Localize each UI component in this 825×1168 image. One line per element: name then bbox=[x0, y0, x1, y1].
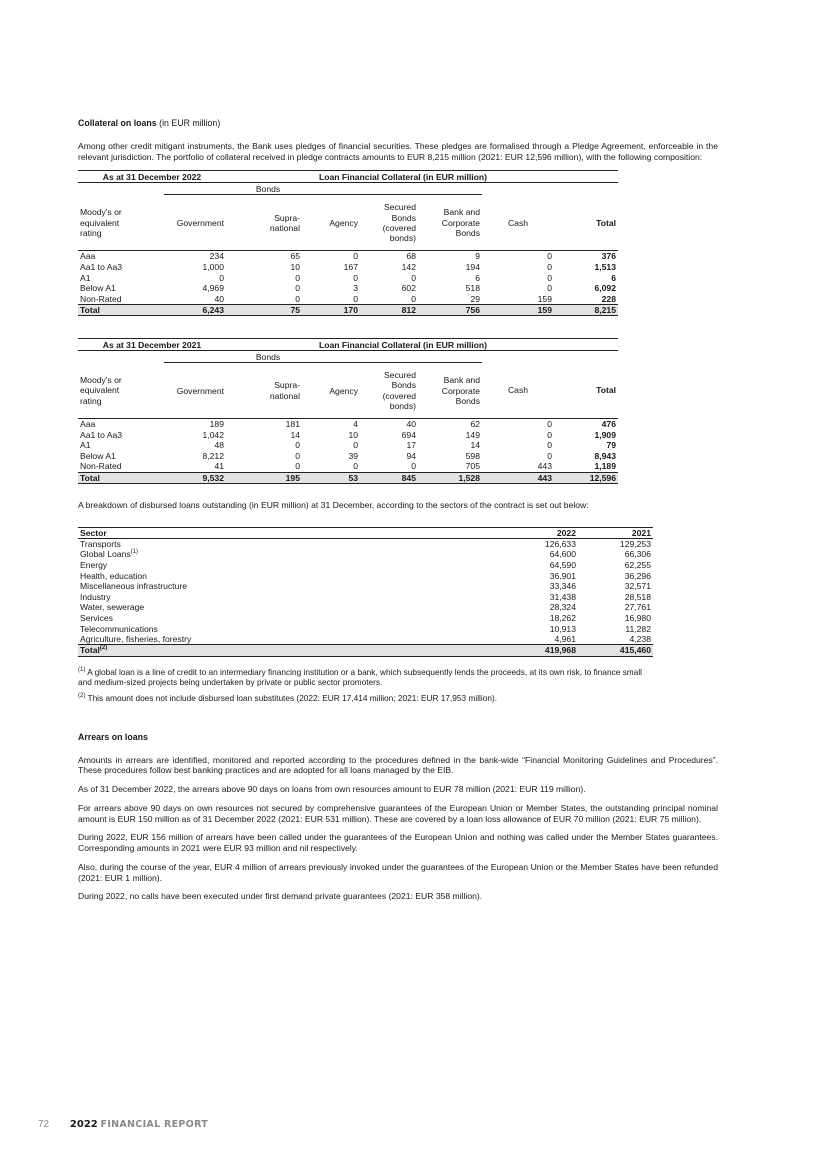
secured-header: Secured Bonds (covered bonds) bbox=[360, 363, 418, 419]
cell-bank: 29 bbox=[470, 293, 480, 304]
cell-supra: 10 bbox=[290, 261, 300, 272]
value-2021: 66,306 bbox=[624, 549, 651, 560]
cell-agency: 39 bbox=[348, 450, 358, 461]
sector-name: Transports bbox=[80, 538, 121, 549]
sector-row bbox=[78, 592, 653, 603]
sector-header: Sector bbox=[78, 527, 503, 538]
cell-gov: 48 bbox=[214, 440, 224, 451]
cell-supra: 0 bbox=[295, 450, 300, 461]
cell-secured: 694 bbox=[401, 429, 416, 440]
secured-header: Secured Bonds (covered bonds) bbox=[360, 195, 418, 251]
table-row bbox=[78, 251, 618, 262]
cell-bank: 598 bbox=[465, 450, 480, 461]
cell-gov: 8,212 bbox=[202, 450, 224, 461]
cell-agency: 0 bbox=[353, 251, 358, 262]
sector-table bbox=[78, 527, 653, 657]
sector-name: Telecommunications bbox=[80, 623, 158, 634]
total-cell-bank: 1,528 bbox=[418, 472, 482, 483]
sector-name: Services bbox=[80, 612, 113, 623]
table-2021-main-header: Loan Financial Collateral (in EUR million) bbox=[226, 339, 618, 351]
cell-cash: 159 bbox=[537, 293, 552, 304]
value-2022: 64,590 bbox=[549, 559, 576, 570]
cell-rating: Aa1 to Aa3 bbox=[80, 261, 123, 272]
cell-rating: Below A1 bbox=[80, 450, 116, 461]
bonds-header: Bonds bbox=[164, 351, 482, 363]
cell-secured: 68 bbox=[406, 251, 416, 262]
sector-name: Total$^{(2)}$ bbox=[78, 645, 503, 656]
footnote-1: $^{(1)}$ A global loan is a line of credit to an intermediary financing institution or a bank, which subsequently lends the proceeds, at its own risk, to finance small and medium-sized projects being undertaken by private or public sector promoters. bbox=[78, 666, 643, 687]
table-row bbox=[78, 451, 618, 462]
total-cell-cash: 443 bbox=[482, 472, 554, 483]
cell-cash: 0 bbox=[547, 251, 552, 262]
year-2021-header: 2021 bbox=[578, 527, 653, 538]
cell-secured: 0 bbox=[411, 272, 416, 283]
cell-supra: 0 bbox=[295, 283, 300, 294]
cell-rating: Aaa bbox=[80, 419, 96, 430]
sector-name: Global Loans$^{(1)}$ bbox=[80, 549, 138, 560]
value-2021: 129,253 bbox=[619, 538, 651, 549]
page-number: 72 bbox=[38, 1119, 50, 1130]
cell-gov: 1,000 bbox=[202, 261, 224, 272]
total-cell-secured: 812 bbox=[360, 304, 418, 315]
sector-row bbox=[78, 581, 653, 592]
total-cell-total: 8,215 bbox=[554, 304, 618, 315]
cell-bank: 518 bbox=[465, 283, 480, 294]
cell-gov: 189 bbox=[209, 419, 224, 430]
sector-name: Water, sewerage bbox=[80, 602, 145, 613]
total-cell-supra: 75 bbox=[226, 304, 302, 315]
value-2022: 18,262 bbox=[549, 612, 576, 623]
cell-total: 79 bbox=[606, 440, 616, 451]
sector-row bbox=[78, 549, 653, 560]
value-2022: 64,600 bbox=[549, 549, 576, 560]
cell-agency: 4 bbox=[353, 419, 358, 430]
cell-total: 376 bbox=[601, 251, 616, 262]
table-2022-caption: As at 31 December 2022 bbox=[78, 171, 226, 183]
table-row bbox=[78, 419, 618, 430]
value-2021: 32,571 bbox=[624, 581, 651, 592]
year-2022-header: 2022 bbox=[503, 527, 578, 538]
value-2021: 4,238 bbox=[629, 634, 651, 644]
cell-supra: 181 bbox=[285, 419, 300, 430]
total-header: Total bbox=[554, 363, 618, 419]
collateral-table-2021 bbox=[78, 338, 618, 484]
sector-row bbox=[78, 602, 653, 613]
value-2022: 31,438 bbox=[549, 591, 576, 602]
sector-row bbox=[78, 560, 653, 571]
arrears-heading: Arrears on loans bbox=[78, 731, 148, 742]
cell-bank: 14 bbox=[470, 440, 480, 451]
sector-row bbox=[78, 623, 653, 634]
sector-name: Health, education bbox=[80, 570, 147, 581]
value-2021: 27,761 bbox=[624, 602, 651, 613]
agency-header: Agency bbox=[302, 363, 360, 419]
cell-secured: 142 bbox=[401, 261, 416, 272]
government-header: Government bbox=[164, 195, 226, 251]
cell-rating: Non-Rated bbox=[80, 293, 122, 304]
cell-cash: 0 bbox=[547, 261, 552, 272]
value-2021: 28,518 bbox=[624, 591, 651, 602]
cell-agency: 0 bbox=[353, 440, 358, 451]
footer-title: FINANCIAL REPORT bbox=[100, 1119, 209, 1130]
sector-row bbox=[78, 570, 653, 581]
cell-bank: 149 bbox=[465, 429, 480, 440]
cell-cash: 0 bbox=[547, 440, 552, 451]
arrears-para-4: During 2022, EUR 156 million of arrears have been called under the guarantees of the European Union and nothing was called under the Member States guarantees. Corresponding amounts in 2021 were EUR 93 million and nil respectively. bbox=[78, 832, 718, 854]
footnote-2: $^{(2)}$ This amount does not include disbursed loan substitutes (2022: EUR 17,414 million; 2021: EUR 17,953 million). bbox=[78, 693, 498, 704]
agency-header: Agency bbox=[302, 195, 360, 251]
arrears-para-3: For arrears above 90 days on own resources not secured by comprehensive guarantees of the European Union or Member States, the outstanding principal nominal amount is EUR 150 million as of 31 December 2022 (2021: EUR 531 million). These are covered by a loan loss allowance of EUR 70 million (2021: EUR 75 million). bbox=[78, 802, 718, 824]
cell-rating: Aa1 to Aa3 bbox=[80, 429, 123, 440]
footer-year: 2022 bbox=[69, 1119, 98, 1130]
total-row bbox=[78, 472, 618, 483]
cell-total: 1,909 bbox=[594, 429, 616, 440]
cell-gov: 0 bbox=[219, 272, 224, 283]
value-2022: 33,346 bbox=[549, 581, 576, 592]
cell-agency: 0 bbox=[353, 272, 358, 283]
cell-rating: Below A1 bbox=[80, 283, 116, 294]
cell-supra: 14 bbox=[290, 429, 300, 440]
total-header: Total bbox=[554, 195, 618, 251]
value-2021: 11,282 bbox=[625, 623, 651, 634]
total-cell-gov: 6,243 bbox=[164, 304, 226, 315]
bank-corporate-header: Bank and Corporate Bonds bbox=[418, 363, 482, 419]
cell-supra: 0 bbox=[295, 272, 300, 283]
cell-gov: 4,969 bbox=[202, 283, 224, 294]
supranational-header: Supra-national bbox=[226, 363, 302, 419]
sector-name: Agriculture, fisheries, forestry bbox=[80, 634, 192, 644]
total-cell-rating: Total bbox=[78, 304, 164, 315]
sector-name: Energy bbox=[80, 559, 108, 570]
sector-row bbox=[78, 613, 653, 624]
cash-header: Cash bbox=[482, 195, 554, 251]
sector-row bbox=[78, 634, 653, 645]
cell-secured: 17 bbox=[406, 440, 416, 451]
value-2021: 62,255 bbox=[624, 559, 651, 570]
rating-header: Moody's or equivalent rating bbox=[78, 363, 164, 419]
cell-cash: 0 bbox=[547, 283, 552, 294]
cell-bank: 705 bbox=[465, 461, 480, 472]
total-cell-agency: 53 bbox=[302, 472, 360, 483]
cell-total: 476 bbox=[601, 419, 616, 430]
cell-cash: 0 bbox=[547, 429, 552, 440]
value-2022: 10,913 bbox=[549, 623, 576, 634]
cell-secured: 40 bbox=[406, 419, 416, 430]
government-header: Government bbox=[164, 363, 226, 419]
cell-supra: 0 bbox=[295, 293, 300, 304]
cell-total: 8,943 bbox=[594, 450, 616, 461]
cell-rating: A1 bbox=[80, 440, 91, 451]
cell-supra: 0 bbox=[295, 440, 300, 451]
arrears-para-5: Also, during the course of the year, EUR 4 million of arrears previously invoked under the guarantees of the European Union or the Member States have been refunded (2021: EUR 1 million). bbox=[78, 861, 718, 883]
collateral-unit: (in EUR million) bbox=[156, 118, 221, 128]
cell-gov: 234 bbox=[209, 251, 224, 262]
cell-rating: A1 bbox=[80, 272, 91, 283]
total-cell-bank: 756 bbox=[418, 304, 482, 315]
cell-supra: 65 bbox=[290, 251, 300, 262]
total-row bbox=[78, 304, 618, 315]
arrears-para-1: Amounts in arrears are identified, monitored and reported according to the procedures defined in the bank-wide “Financial Monitoring Guidelines and Procedures”. These procedures follow best banking practices and are adopted for all loans managed by the EIB. bbox=[78, 754, 718, 776]
sector-name: Miscellaneous infrastructure bbox=[80, 581, 187, 592]
sector-total-row bbox=[78, 645, 653, 656]
cell-gov: 40 bbox=[214, 293, 224, 304]
cell-agency: 0 bbox=[353, 293, 358, 304]
cell-secured: 0 bbox=[411, 461, 416, 472]
sector-name: Industry bbox=[80, 591, 111, 602]
cell-secured: 0 bbox=[411, 293, 416, 304]
cell-bank: 6 bbox=[475, 272, 480, 283]
table-row bbox=[78, 283, 618, 294]
table-row bbox=[78, 440, 618, 451]
table-row bbox=[78, 294, 618, 305]
total-cell-total: 12,596 bbox=[554, 472, 618, 483]
cell-rating: Non-Rated bbox=[80, 461, 122, 472]
cell-bank: 62 bbox=[470, 419, 480, 430]
bank-corporate-header: Bank and Corporate Bonds bbox=[418, 195, 482, 251]
supranational-header: Supra-national bbox=[226, 195, 302, 251]
value-2021: 415,460 bbox=[578, 645, 653, 656]
collateral-title: Collateral on loans bbox=[78, 118, 157, 128]
value-2022: 126,633 bbox=[544, 538, 576, 549]
cell-total: 1,189 bbox=[594, 461, 616, 472]
table-row bbox=[78, 461, 618, 472]
page-footer bbox=[38, 1119, 208, 1132]
breakdown-intro: A breakdown of disbursed loans outstanding (in EUR million) at 31 December, according to the sectors of the contract is set out below: bbox=[78, 499, 589, 510]
cell-total: 6 bbox=[611, 272, 616, 283]
cell-supra: 0 bbox=[295, 461, 300, 472]
total-cell-agency: 170 bbox=[302, 304, 360, 315]
sector-row bbox=[78, 538, 653, 549]
cell-secured: 94 bbox=[406, 450, 416, 461]
cell-agency: 10 bbox=[348, 429, 358, 440]
cell-gov: 1,042 bbox=[202, 429, 224, 440]
value-2021: 16,980 bbox=[624, 612, 651, 623]
cell-total: 1,513 bbox=[594, 261, 616, 272]
total-cell-secured: 845 bbox=[360, 472, 418, 483]
collateral-heading bbox=[78, 118, 718, 129]
cell-gov: 41 bbox=[214, 461, 224, 472]
cell-total: 6,092 bbox=[594, 283, 616, 294]
table-2021-caption: As at 31 December 2021 bbox=[78, 339, 226, 351]
value-2022: 28,324 bbox=[549, 602, 576, 613]
page-content bbox=[78, 118, 718, 910]
cell-cash: 443 bbox=[537, 461, 552, 472]
cash-header: Cash bbox=[482, 363, 554, 419]
total-cell-supra: 195 bbox=[226, 472, 302, 483]
table-row bbox=[78, 262, 618, 273]
cell-bank: 194 bbox=[465, 261, 480, 272]
table-2022-main-header: Loan Financial Collateral (in EUR million) bbox=[226, 171, 618, 183]
value-2021: 36,296 bbox=[624, 570, 651, 581]
cell-agency: 0 bbox=[353, 461, 358, 472]
collateral-table-2022 bbox=[78, 170, 618, 316]
rating-header: Moody's or equivalent rating bbox=[78, 195, 164, 251]
value-2022: 36,901 bbox=[549, 570, 576, 581]
collateral-intro: Among other credit mitigant instruments, the Bank uses pledges of financial securities. These pledges are formalised through a Pledge Agreement, enforceable in the relevant jurisdiction. The portfolio of collateral received in pledge contracts amounts to EUR 8,215 million (2021: EUR 12,596 million), with the following composition: bbox=[78, 140, 718, 162]
total-cell-rating: Total bbox=[78, 472, 164, 483]
total-cell-gov: 9,532 bbox=[164, 472, 226, 483]
cell-total: 228 bbox=[601, 293, 616, 304]
value-2022: 419,968 bbox=[503, 645, 578, 656]
cell-bank: 9 bbox=[475, 251, 480, 262]
total-cell-cash: 159 bbox=[482, 304, 554, 315]
bonds-header: Bonds bbox=[164, 183, 482, 195]
cell-cash: 0 bbox=[547, 419, 552, 430]
cell-cash: 0 bbox=[547, 272, 552, 283]
cell-rating: Aaa bbox=[80, 251, 96, 262]
cell-agency: 3 bbox=[353, 283, 358, 294]
value-2022: 4,961 bbox=[554, 634, 576, 644]
table-row bbox=[78, 429, 618, 440]
table-row bbox=[78, 272, 618, 283]
cell-agency: 167 bbox=[343, 261, 358, 272]
cell-cash: 0 bbox=[547, 450, 552, 461]
arrears-para-6: During 2022, no calls have been executed under first demand private guarantees (2021: EUR 358 million). bbox=[78, 891, 483, 902]
cell-secured: 602 bbox=[401, 283, 416, 294]
arrears-para-2: As of 31 December 2022, the arrears above 90 days on loans from own resources amount to EUR 78 million (2021: EUR 119 million). bbox=[78, 784, 586, 795]
